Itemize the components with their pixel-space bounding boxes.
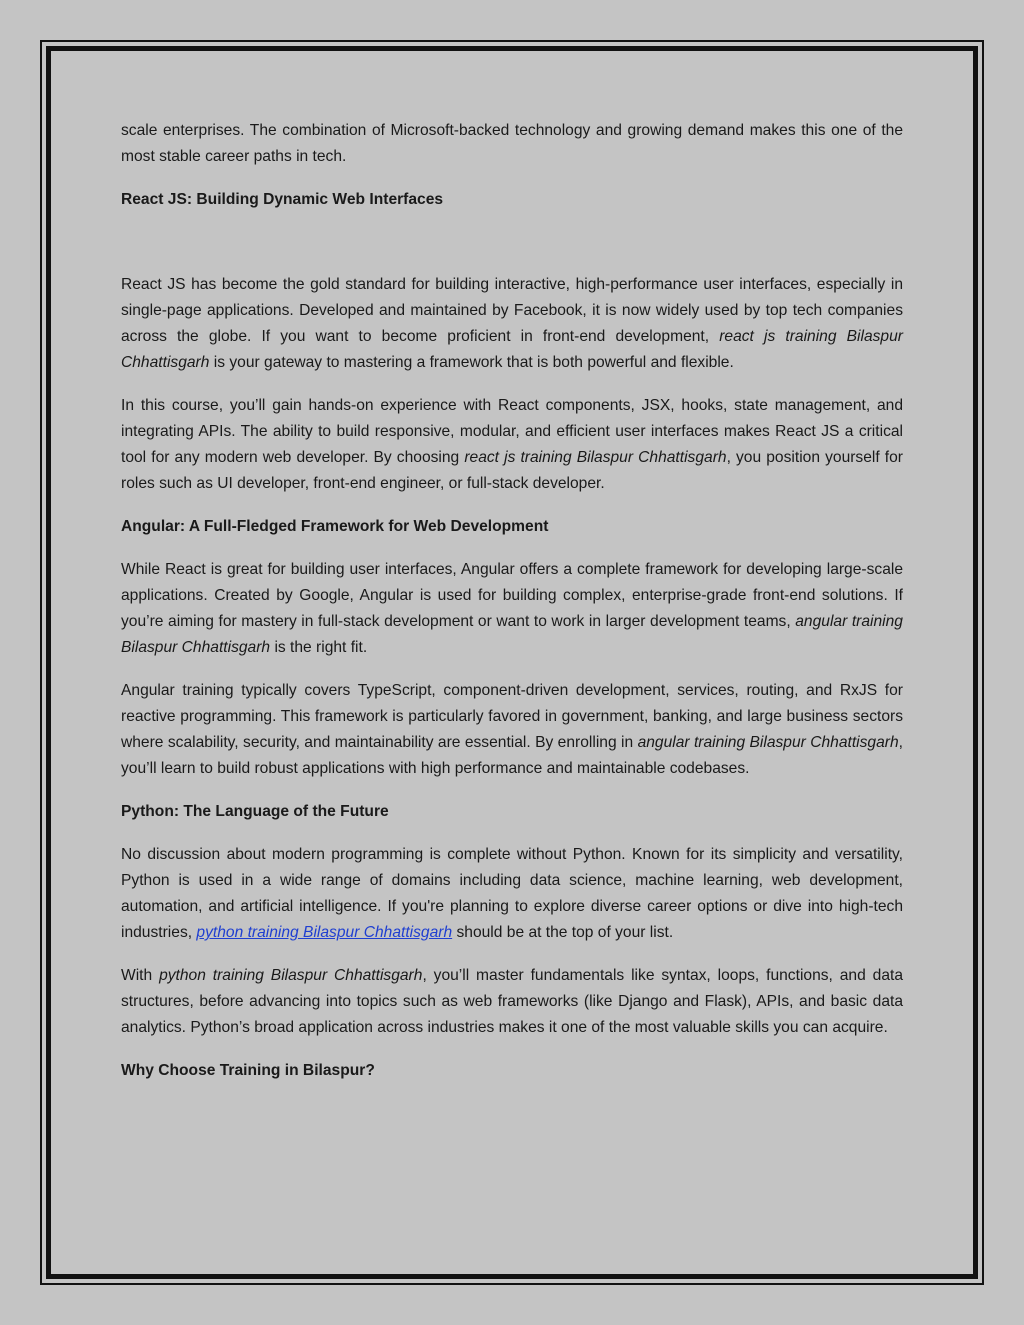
angular-p1-text-a: While React is great for building user interfaces, Angular offers a complete framework for developing large-scale applications. Created by Google, Angular is used for building complex, enterprise-grade front-end solutions. If you’re aiming for mastery in full-stack development or want to work in larger development teams,	[121, 561, 903, 630]
react-p2-text-b: , you position yourself for roles such as UI developer, front-end engineer, or full-stack developer.	[121, 449, 903, 492]
angular-heading: Angular: A Full-Fledged Framework for Web Development	[121, 518, 549, 535]
angular-p2-text-b: , you’ll learn to build robust applications with high performance and maintainable codebases.	[121, 734, 903, 777]
python-p2-keyword: python training Bilaspur Chhattisgarh	[159, 967, 423, 984]
react-p1-keyword: react js training Bilaspur Chhattisgarh	[121, 328, 903, 371]
python-paragraph-1	[121, 842, 903, 946]
python-p1-text-a: No discussion about modern programming is complete without Python. Known for its simplicity and versatility, Python is used in a wide range of domains including data science, machine learning, web development, automation, and artificial intelligence. If you're planning to explore diverse career options or dive into high-tech industries,	[121, 846, 903, 941]
angular-p2-text-a: Angular training typically covers TypeScript, component-driven development, services, routing, and RxJS for reactive programming. This framework is particularly favored in government, banking, and large business sectors where scalability, security, and maintainability are essential. By enrolling in	[121, 682, 903, 751]
python-p2-text-b: , you’ll master fundamentals like syntax, loops, functions, and data structures, before advancing into topics such as web frameworks (like Django and Flask), APIs, and basic data analytics. Python’s broad application across industries makes it one of the most valuable skills you can acquire.	[121, 967, 904, 1036]
react-paragraph-1	[121, 272, 903, 376]
intro-paragraph: scale enterprises. The combination of Microsoft-backed technology and growing demand makes this one of the most stable career paths in tech.	[121, 122, 903, 165]
angular-p1-text-b: is the right fit.	[274, 639, 368, 656]
document-body	[121, 118, 903, 1101]
angular-p2-keyword: angular training Bilaspur Chhattisgarh	[637, 734, 899, 751]
react-paragraph-2	[121, 393, 903, 497]
react-p1-text-a: React JS has become the gold standard for building interactive, high-performance user interfaces, especially in single-page applications. Developed and maintained by Facebook, it is now widely used by top tech companies across the globe. If you want to become proficient in front-end development,	[121, 276, 903, 345]
why-bilaspur-heading: Why Choose Training in Bilaspur?	[121, 1062, 375, 1079]
blank-space	[121, 230, 903, 272]
python-training-link[interactable]: python training Bilaspur Chhattisgarh	[196, 924, 453, 941]
python-heading: Python: The Language of the Future	[121, 803, 389, 820]
python-p2-text-a: With	[121, 967, 153, 984]
angular-paragraph-2	[121, 678, 903, 782]
python-paragraph-2	[121, 963, 903, 1041]
react-p2-text-a: In this course, you’ll gain hands-on experience with React components, JSX, hooks, state management, and integrating APIs. The ability to build responsive, modular, and efficient user interfaces makes React JS a critical tool for any modern web developer. By choosing	[121, 397, 903, 466]
angular-paragraph-1	[121, 557, 903, 661]
python-p1-text-b: should be at the top of your list.	[456, 924, 674, 941]
react-heading: React JS: Building Dynamic Web Interfaces	[121, 191, 444, 208]
react-p2-keyword: react js training Bilaspur Chhattisgarh	[464, 449, 727, 466]
angular-p1-keyword: angular training Bilaspur Chhattisgarh	[121, 613, 903, 656]
react-p1-text-b: is your gateway to mastering a framework that is both powerful and flexible.	[213, 354, 734, 371]
